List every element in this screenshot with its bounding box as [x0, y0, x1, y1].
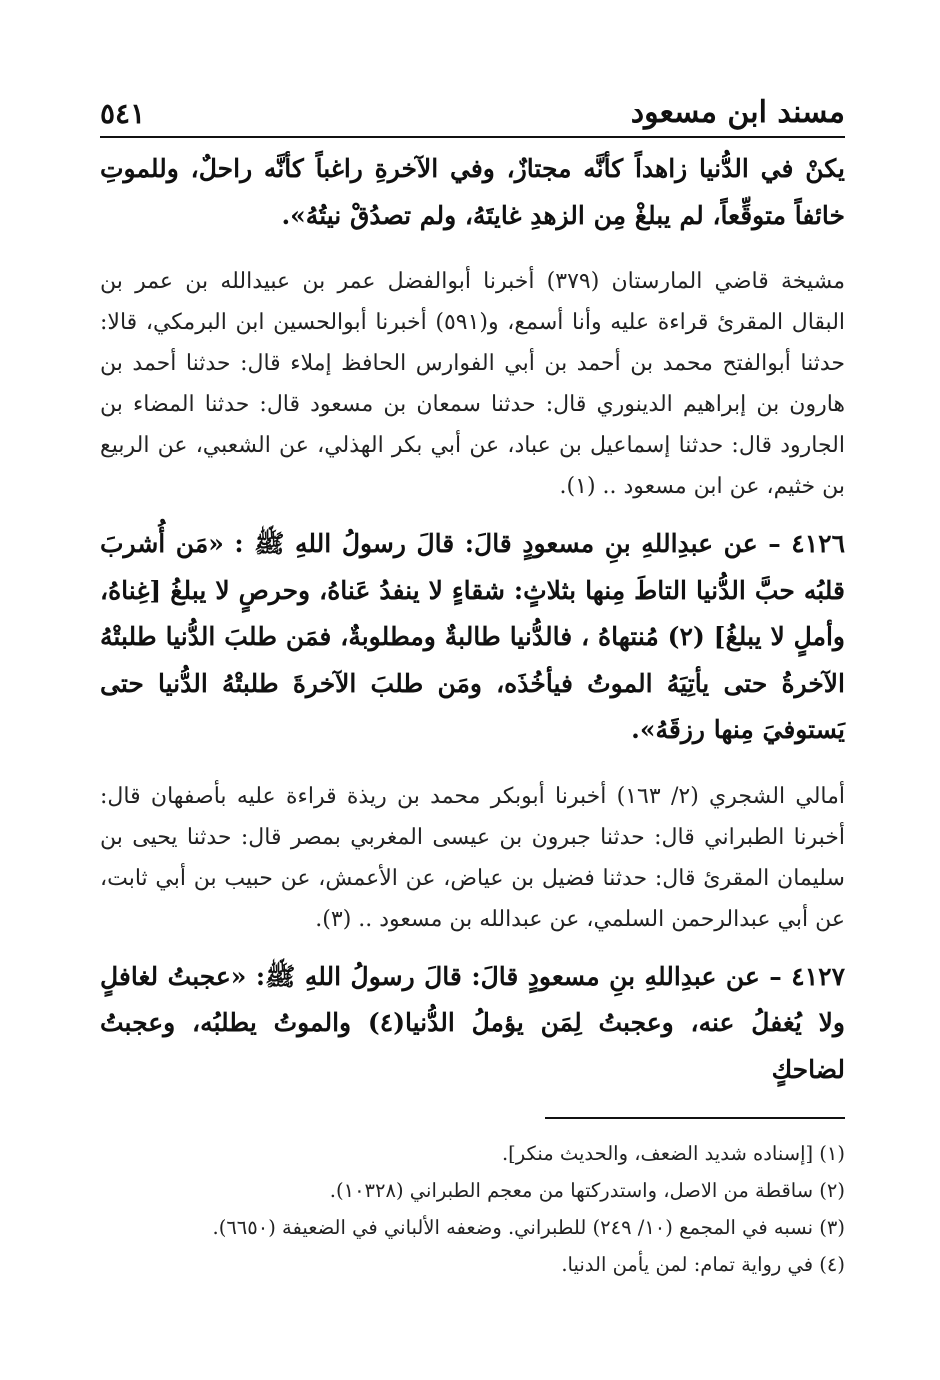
running-title: مسند ابن مسعود [630, 95, 845, 130]
footnote-divider [545, 1117, 845, 1119]
isnad-paragraph: أمالي الشجري (٢/ ١٦٣) أخبرنا أبوبكر محمد بن ريذة قراءة عليه بأصفهان قال: أخبرنا الطبراني قال: حدثنا جبرون بن عيسى المغربي بمصر قال: حدثنا يحيى بن سليمان المقرئ قال: حدثنا فضيل بن عياض، عن الأعمش، عن حبيب بن أبي ثابت، عن أبي عبدالرحمن السلمي، عن عبدالله بن مسعود .. (٣). [100, 783, 845, 932]
footnote-1: (١) [إسناده شديد الضعف، والحديث منكر]. [501, 1142, 845, 1165]
hadith-text-continuation: يكنْ في الدُّنيا زاهداً كأنَّه مجتازٌ، وفي الآخرةِ راغباً كأنَّه راحلٌ، وللموتِ خائفاً متوقِّعاً، لم يبلغْ مِن الزهدِ غايتَهُ، ولم تصدُقْ نيتُهُ». [100, 154, 845, 230]
hadith-4127: ٤١٢٧ – عن عبدِاللهِ بنِ مسعودٍ قالَ: قالَ رسولُ اللهِ ﷺ: «عجبتُ لغافلٍ ولا يُغفلُ عنه، وعجبتُ لِمَن يؤملُ الدُّنيا(٤) والموتُ يطلبُه، وعجبتُ لضاحكٍ [100, 961, 845, 1084]
hadith-4126: ٤١٢٦ – عن عبدِاللهِ بنِ مسعودٍ قالَ: قالَ رسولُ اللهِ ﷺ : «مَن أُشربَ قلبُه حبَّ الدُّنيا التاطَ مِنها بثلاثٍ: شقاءٍ لا ينفدُ عَناهُ، وحرصٍ لا يبلغُ [غِناهُ، وأملٍ لا يبلغُ] (٢) مُنتهاهُ ، فالدُّنيا طالبةٌ ومطلوبةٌ، فمَن طلبَ الدُّنيا طلبتْهُ الآخرةُ حتى يأتِيَهُ الموتُ فيأخُذَه، ومَن طلبَ الآخرةَ طلبتْهُ الدُّنيا حتى يَستوفيَ مِنها رزقَهُ». [100, 529, 845, 744]
footnotes [100, 1135, 845, 1283]
footnote-2: (٢) ساقطة من الاصل، واستدركتها من معجم الطبراني (١٠٣٢٨). [329, 1179, 845, 1202]
footnote-4: (٤) في رواية تمام: لمن يأمن الدنيا. [561, 1253, 845, 1276]
book-page [100, 92, 845, 1283]
isnad-paragraph: مشيخة قاضي المارستان (٣٧٩) أخبرنا أبوالفضل عمر بن عبيدالله بن عمر بن البقال المقرئ قراءة عليه وأنا أسمع، و(٥٩١) أخبرنا أبوالحسين ابن البرمكي، قالا: حدثنا أبوالفتح محمد بن أحمد بن أبي الفوارس الحافظ إملاء قال: حدثنا أحمد بن هارون بن إبراهيم الدينوري قال: حدثنا سمعان بن مسعود قال: حدثنا المضاء بن الجارود قال: حدثنا إسماعيل بن عباد، عن أبي بكر الهذلي، عن الشعبي، عن الربيع بن خثيم، عن ابن مسعود .. (١). [100, 269, 846, 499]
footnote-3: (٣) نسبه في المجمع (١٠/ ٢٤٩) للطبراني. وضعفه الألباني في الضعيفة (٦٦٥٠). [212, 1216, 845, 1239]
page-header [100, 92, 845, 138]
page-number: ٥٤١ [100, 97, 146, 130]
